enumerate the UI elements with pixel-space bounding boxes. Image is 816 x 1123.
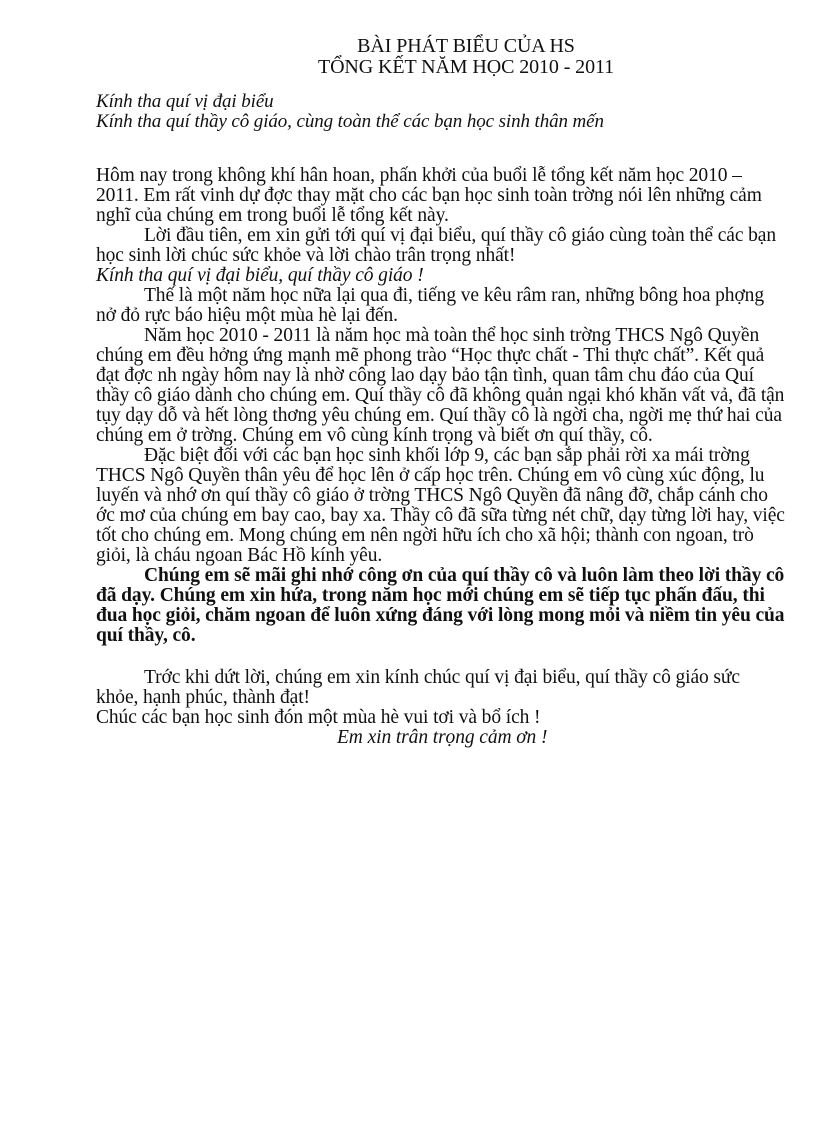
paragraph-summer-wish: Chúc các bạn học sinh đón một mùa hè vui tơi và bổ ích ! bbox=[96, 707, 541, 728]
paragraph-introduction: Hôm nay trong không khí hân hoan, phấn khởi của buổi lễ tổng kết năm học 2010 – 2011. Em rất vinh dự đợc thay mặt cho các bạn học sinh toàn trờng nói lên những cảm nghĩ của chúng em trong buổi lễ tổng kết này. bbox=[96, 165, 762, 226]
paragraph-greeting-wishes: Lời đầu tiên, em xin gửi tới quí vị đại biểu, quí thầy cô giáo cùng toàn thể các bạn học sinh lời chúc sức khỏe và lời chào trân trọng nhất! bbox=[96, 225, 777, 266]
document-title bbox=[96, 36, 786, 78]
paragraph-promise: Chúng em sẽ mãi ghi nhớ công ơn của quí thầy cô và luôn làm theo lời thầy cô đã dạy. Chúng em xin hứa, trong năm học mới chúng em sẽ tiếp tục phấn đấu, thi đua học giỏi, chăm ngoan để luôn xứng đáng với lòng mong mỏi và niềm tin yêu của quí thầy, cô. bbox=[96, 565, 785, 646]
opening-greetings bbox=[96, 92, 786, 132]
speech-content bbox=[96, 36, 786, 748]
title-line-1: BÀI PHÁT BIỂU CỦA HS bbox=[357, 35, 575, 57]
greeting-line-2: Kính tha quí thầy cô giáo, cùng toàn thể các bạn học sinh thân mến bbox=[96, 111, 604, 132]
closing-thanks: Em xin trân trọng cảm ơn ! bbox=[337, 727, 548, 748]
greeting-line-1: Kính tha quí vị đại biểu bbox=[96, 91, 274, 112]
paragraph-school-year: Năm học 2010 - 2011 là năm học mà toàn thể học sinh trờng THCS Ngô Quyền chúng em đều hởng ứng mạnh mẽ phong trào “Học thực chất - Thi thực chất”. Kết quả đạt đợc nh ngày hôm nay là nhờ công lao dạy bảo tận tình, quan tâm chu đáo của Quí thầy cô giáo dành cho chúng em. Quí thầy cô đã không quản ngại khó khăn vất vả, đã tận tụy dạy dỗ và hết lòng thơng yêu chúng em. Quí thầy cô là ngời cha, ngời mẹ thứ hai của chúng em ở trờng. Chúng em vô cùng kính trọng và biết ơn quí thầy, cô. bbox=[96, 325, 785, 446]
paragraph-closing-wishes: Trớc khi dứt lời, chúng em xin kính chúc quí vị đại biểu, quí thầy cô giáo sức khỏe, hạnh phúc, thành đạt! bbox=[96, 667, 740, 708]
title-line-2: TỔNG KẾT NĂM HỌC 2010 - 2011 bbox=[317, 56, 615, 78]
paragraph-grade-9: Đặc biệt đối với các bạn học sinh khối lớp 9, các bạn sắp phải rời xa mái trờng THCS Ngô Quyền thân yêu để học lên ở cấp học trên. Chúng em vô cùng xúc động, lu luyến và nhớ ơn quí thầy cô giáo ở trờng THCS Ngô Quyền đã nâng đỡ, chắp cánh cho ớc mơ của chúng em bay cao, bay xa. Thầy cô đã sữa từng nét chữ, dạy từng lời hay, việc tốt cho chúng em. Mong chúng em nên ngời hữu ích cho xã hội; thành con ngoan, trò giỏi, là cháu ngoan Bác Hồ kính yêu. bbox=[96, 445, 785, 566]
paragraph-address: Kính tha quí vị đại biểu, quí thầy cô giáo ! bbox=[96, 265, 424, 286]
paragraph-summer: Thế là một năm học nữa lại qua đi, tiếng ve kêu râm ran, những bông hoa phợng nở đỏ rực báo hiệu một mùa hè lại đến. bbox=[96, 285, 764, 326]
paragraph-spacer bbox=[96, 646, 786, 668]
